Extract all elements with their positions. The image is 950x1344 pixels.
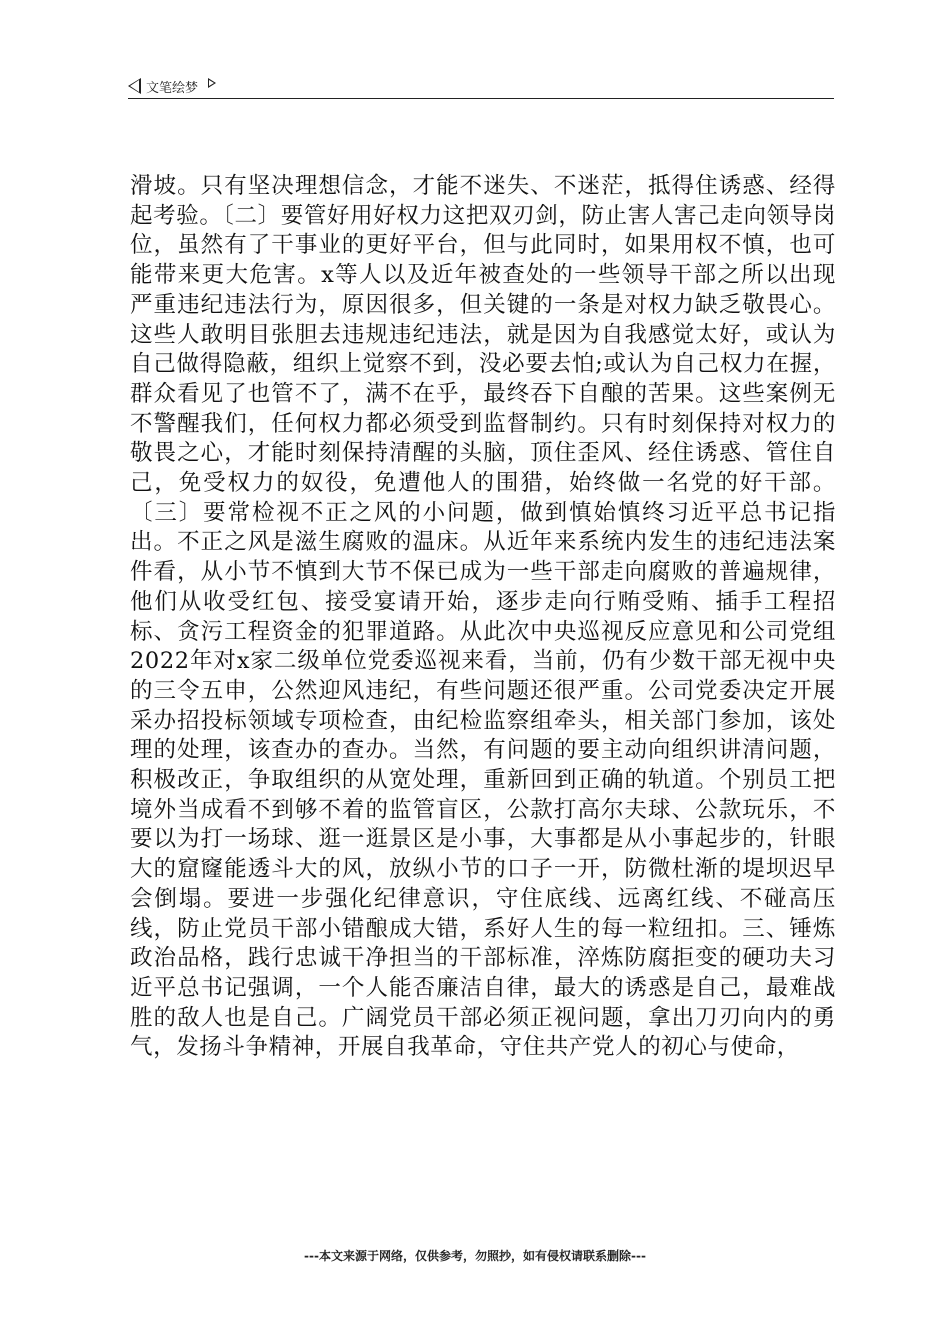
- body-paragraph: 滑坡。只有坚决理想信念，才能不迷失、不迷茫，抵得住诱惑、经得起考验。〔二〕要管好用好权力这把双刃剑，防止害人害己走向领导岗位，虽然有了干事业的更好平台，但与此同时，如果用权不慎，也可能带来更大危害。x等人以及近年被查处的一些领导干部之所以出现严重违纪违法行为，原因很多，但关键的一条是对权力缺乏敬畏心。这些人敢明目张胆去违规违纪违法，就是因为自我感觉太好，或认为自己做得隐蔽，组织上觉察不到，没必要去怕;或认为自己权力在握，群众看见了也管不了，满不在乎，最终吞下自酿的苦果。这些案例无不警醒我们，任何权力都必须受到监督制约。只有时刻保持对权力的敬畏之心，才能时刻保持清醒的头脑，顶住歪风、经住诱惑、管住自己，免受权力的奴役，免遭他人的围猎，始终做一名党的好干部。〔三〕要常检视不正之风的小问题，做到慎始慎终习近平总书记指出。不正之风是滋生腐败的温床。从近年来系统内发生的违纪违法案件看，从小节不慎到大节不保已成为一些干部走向腐败的普遍规律，他们从收受红包、接受宴请开始，逐步走向行贿受贿、插手工程招标、贪污工程资金的犯罪道路。从此次中央巡视反应意见和公司党组2022年对x家二级单位党委巡视来看，当前，仍有少数干部无视中央的三令五申，公然迎风违纪，有些问题还很严重。公司党委决定开展采办招投标领域专项检查，由纪检监察组牵头，相关部门参加，该处理的处理，该查办的查办。当然，有问题的要主动向组织讲清问题，积极改正，争取组织的从宽处理，重新回到正确的轨道。个别员工把境外当成看不到够不着的监管盲区，公款打高尔夫球、公款玩乐，不要以为打一场球、逛一逛景区是小事，大事都是从小事起步的，针眼大的窟窿能透斗大的风，放纵小节的口子一开，防微杜渐的堤坝迟早会倒塌。要进一步强化纪律意识，守住底线、远离红线、不碰高压线，防止党员干部小错酿成大错，系好人生的每一粒纽扣。三、锤炼政治品格，践行忠诚干净担当的干部标准，淬炼防腐拒变的硬功夫习近平总书记强调，一个人能否廉洁自律，最大的诱惑是自己，最难战胜的敌人也是自己。广阔党员干部必须正视问题，拿出刀刃向内的勇气，发扬斗争精神，开展自我革命，守住共产党人的初心与使命，: [130, 173, 836, 1061]
- footer-notice: ---本文来源于网络，仅供参考，勿照抄，如有侵权请联系删除---: [304, 1249, 646, 1263]
- triangle-right-icon: [208, 78, 216, 88]
- triangle-left-icon: [128, 78, 141, 94]
- page-header: [128, 74, 834, 99]
- header-title: 文笔绘梦: [146, 80, 199, 96]
